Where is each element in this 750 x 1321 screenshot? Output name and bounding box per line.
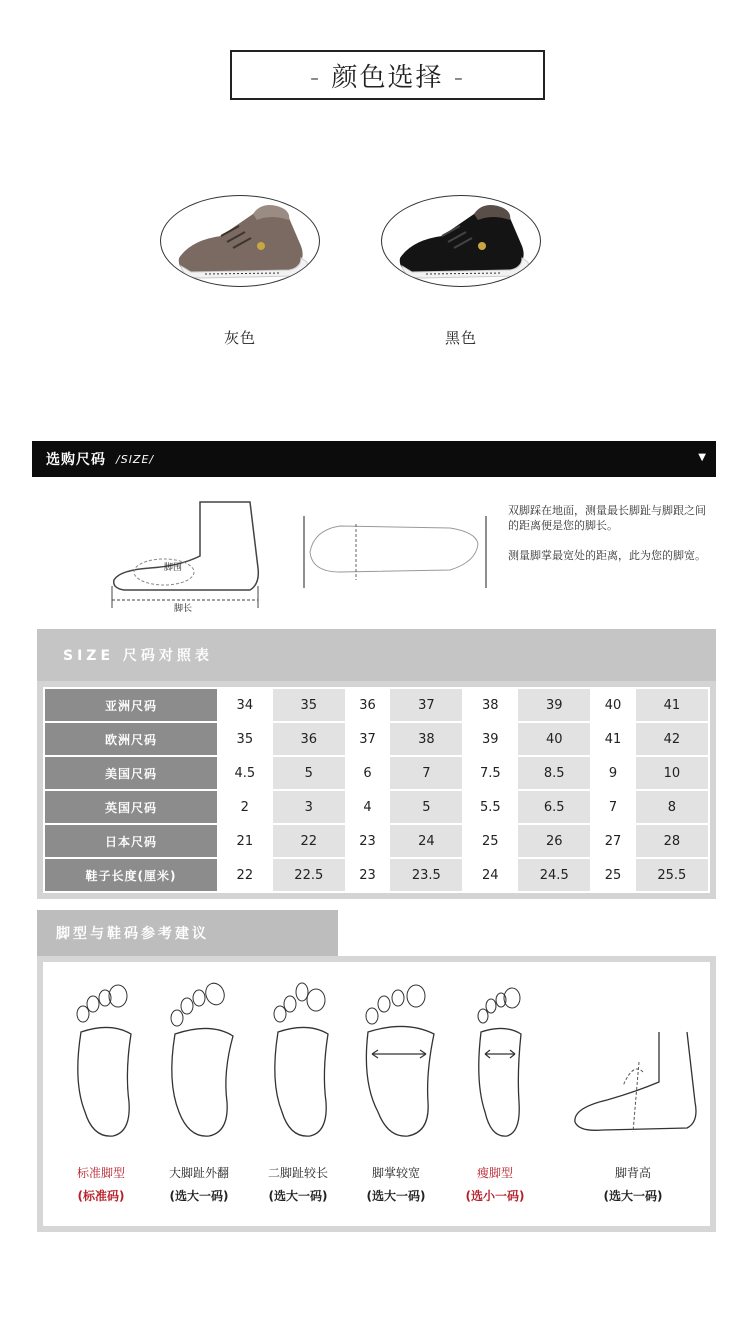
measure-instruction-width: 测量脚掌最宽处的距离，此为您的脚宽。: [508, 549, 706, 562]
size-chart-cell: 21: [219, 825, 271, 857]
size-chart-cell: 25: [592, 859, 633, 891]
size-chart-cell: 5: [273, 757, 345, 789]
size-chart-cell: 39: [518, 689, 590, 721]
size-chart-row-label: 鞋子长度(厘米): [45, 859, 217, 891]
size-chart-cell: 2: [219, 791, 271, 823]
size-chart-cell: 7.5: [464, 757, 516, 789]
size-chart-cell: 4.5: [219, 757, 271, 789]
foot-side-measure-illustration: [100, 496, 270, 616]
foot-top-measure-illustration: [300, 512, 490, 592]
size-chart-cell: 3: [273, 791, 345, 823]
foot-type-advice: (选大一码): [268, 1189, 328, 1203]
size-section-subtitle: /SIZE/: [116, 452, 155, 466]
size-chart-cell: 38: [464, 689, 516, 721]
size-chart-cell: 36: [347, 689, 388, 721]
size-chart-cell: 35: [273, 689, 345, 721]
color-section-title: - 颜色选择 -: [230, 50, 545, 100]
black-shoe-image: [381, 195, 541, 287]
foot-type-header: 脚型与鞋码参考建议: [37, 910, 338, 956]
foot-type-long-second-toe: [248, 962, 348, 1203]
foot-type-high-instep: [563, 962, 703, 1203]
measure-instruction-length: 双脚踩在地面，测量最长脚趾与脚跟之间的距离便是您的脚长。: [508, 504, 706, 532]
foot-type-advice: (选大一码): [169, 1189, 229, 1203]
foot-type-advice: (选小一码): [465, 1189, 525, 1203]
size-section-title: 选购尺码: [46, 452, 106, 468]
size-chart-row-label: 欧洲尺码: [45, 723, 217, 755]
size-chart-cell: 22: [219, 859, 271, 891]
size-chart-cell: 38: [390, 723, 462, 755]
size-chart-cell: 26: [518, 825, 590, 857]
size-chart-row: [45, 757, 708, 789]
size-chart-cell: 25.5: [636, 859, 708, 891]
size-chart-cell: 36: [273, 723, 345, 755]
size-chart-row-label: 英国尺码: [45, 791, 217, 823]
size-chart-cell: 34: [219, 689, 271, 721]
size-chart-table: [43, 687, 710, 893]
wide-foot-icon: [346, 962, 446, 1142]
foot-type-name: 脚掌较宽: [371, 1166, 420, 1180]
size-chart-header: SIZE 尺码对照表: [37, 629, 716, 681]
size-chart-row: [45, 859, 708, 891]
foot-type-name: 脚背高: [614, 1166, 651, 1180]
foot-girth-label: 脚围: [164, 563, 183, 573]
color-label-gray: 灰色: [223, 329, 256, 347]
size-chart-cell: 23: [347, 859, 388, 891]
size-chart-cell: 24: [464, 859, 516, 891]
size-chart-cell: 23.5: [390, 859, 462, 891]
foot-type-wide: [346, 962, 446, 1203]
size-chart-cell: 27: [592, 825, 633, 857]
foot-type-thin: [445, 962, 545, 1203]
size-chart-cell: 7: [592, 791, 633, 823]
size-chart-cell: 9: [592, 757, 633, 789]
size-chart-cell: 37: [347, 723, 388, 755]
size-chart-cell: 5: [390, 791, 462, 823]
foot-type-name: 瘦脚型: [476, 1166, 513, 1180]
size-chart-row-label: 日本尺码: [45, 825, 217, 857]
color-option-black[interactable]: [381, 195, 541, 348]
size-chart-cell: 24.5: [518, 859, 590, 891]
size-chart-cell: 35: [219, 723, 271, 755]
long-second-toe-foot-icon: [248, 962, 348, 1142]
size-chart-row: [45, 689, 708, 721]
size-chart: [37, 629, 716, 899]
size-chart-cell: 8.5: [518, 757, 590, 789]
size-chart-cell: 25: [464, 825, 516, 857]
foot-type-name: 标准脚型: [76, 1166, 125, 1180]
foot-type-name: 二脚趾较长: [267, 1166, 328, 1180]
foot-type-advice: (选大一码): [603, 1189, 663, 1203]
size-chart-cell: 40: [518, 723, 590, 755]
size-chart-cell: 8: [636, 791, 708, 823]
size-chart-cell: 10: [636, 757, 708, 789]
size-chart-cell: 24: [390, 825, 462, 857]
size-chart-cell: 6.5: [518, 791, 590, 823]
size-chart-cell: 40: [592, 689, 633, 721]
size-chart-cell: 6: [347, 757, 388, 789]
size-chart-cell: 37: [390, 689, 462, 721]
size-chart-cell: 4: [347, 791, 388, 823]
caret-down-icon[interactable]: ▼: [698, 452, 706, 463]
size-chart-row-label: 美国尺码: [45, 757, 217, 789]
size-chart-row: [45, 825, 708, 857]
size-chart-cell: 5.5: [464, 791, 516, 823]
foot-type-name: 大脚趾外翻: [168, 1166, 229, 1180]
foot-length-label: 脚长: [174, 604, 193, 614]
color-label-black: 黑色: [444, 329, 477, 347]
size-chart-cell: 39: [464, 723, 516, 755]
thin-foot-icon: [445, 962, 545, 1142]
foot-type-bunion: [149, 962, 249, 1203]
size-chart-cell: 22.5: [273, 859, 345, 891]
high-instep-foot-icon: [563, 962, 703, 1142]
size-chart-cell: 22: [273, 825, 345, 857]
size-chart-cell: 23: [347, 825, 388, 857]
size-chart-row-label: 亚洲尺码: [45, 689, 217, 721]
foot-type-panel: [37, 956, 716, 1232]
size-section-header[interactable]: [32, 441, 716, 477]
foot-type-advice: (标准码): [77, 1189, 125, 1203]
size-chart-cell: 7: [390, 757, 462, 789]
size-chart-cell: 28: [636, 825, 708, 857]
foot-type-advice: (选大一码): [366, 1189, 426, 1203]
size-chart-row: [45, 723, 708, 755]
foot-type-standard: [51, 962, 151, 1203]
size-chart-cell: 41: [636, 689, 708, 721]
bunion-foot-icon: [149, 962, 249, 1142]
standard-foot-icon: [51, 962, 151, 1142]
size-chart-cell: 42: [636, 723, 708, 755]
size-chart-cell: 41: [592, 723, 633, 755]
gray-shoe-image: [160, 195, 320, 287]
color-option-gray[interactable]: [160, 195, 320, 348]
size-chart-row: [45, 791, 708, 823]
